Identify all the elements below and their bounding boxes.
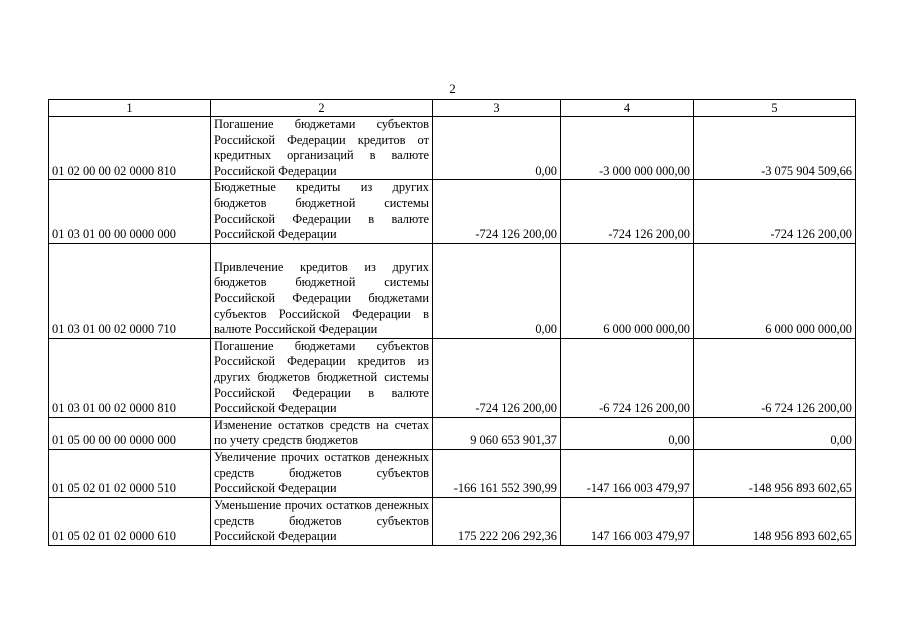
row-value-col4: -147 166 003 479,97 xyxy=(561,449,694,497)
row-value-col5: -148 956 893 602,65 xyxy=(694,449,856,497)
row-code: 01 05 02 01 02 0000 610 xyxy=(49,497,211,545)
column-header-2: 2 xyxy=(211,100,433,117)
row-value-col3: 9 060 653 901,37 xyxy=(433,417,561,449)
column-header-5: 5 xyxy=(694,100,856,117)
table-header-row xyxy=(49,100,856,117)
row-value-col4: 0,00 xyxy=(561,417,694,449)
table-row xyxy=(49,243,856,338)
row-code: 01 03 01 00 02 0000 810 xyxy=(49,338,211,417)
row-value-col3: -724 126 200,00 xyxy=(433,180,561,243)
row-name: Привлечение кредитов из других бюджетов бюджетной системы Российской Федерации бюджетами субъектов Российской Федерации в валюте Российской Федерации xyxy=(211,243,433,338)
column-header-1: 1 xyxy=(49,100,211,117)
row-value-col4: 147 166 003 479,97 xyxy=(561,497,694,545)
row-code: 01 03 01 00 00 0000 000 xyxy=(49,180,211,243)
row-name: Уменьшение прочих остатков денежных средств бюджетов субъектов Российской Федерации xyxy=(211,497,433,545)
row-name: Изменение остатков средств на счетах по учету средств бюджетов xyxy=(211,417,433,449)
row-name: Бюджетные кредиты из других бюджетов бюджетной системы Российской Федерации в валюте Российской Федерации xyxy=(211,180,433,243)
row-value-col3: 0,00 xyxy=(433,243,561,338)
row-value-col5: -6 724 126 200,00 xyxy=(694,338,856,417)
row-value-col3: -724 126 200,00 xyxy=(433,338,561,417)
row-name: Погашение бюджетами субъектов Российской Федерации кредитов из других бюджетов бюджетной системы Российской Федерации в валюте Российской Федерации xyxy=(211,338,433,417)
table-row xyxy=(49,449,856,497)
row-value-col4: 6 000 000 000,00 xyxy=(561,243,694,338)
row-name: Погашение бюджетами субъектов Российской Федерации кредитов от кредитных организаций в валюте Российской Федерации xyxy=(211,117,433,180)
row-value-col4: -6 724 126 200,00 xyxy=(561,338,694,417)
row-code: 01 05 02 01 02 0000 510 xyxy=(49,449,211,497)
column-header-3: 3 xyxy=(433,100,561,117)
row-value-col4: -724 126 200,00 xyxy=(561,180,694,243)
row-value-col3: 0,00 xyxy=(433,117,561,180)
table-row xyxy=(49,117,856,180)
row-value-col5: 6 000 000 000,00 xyxy=(694,243,856,338)
table-row xyxy=(49,497,856,545)
row-value-col4: -3 000 000 000,00 xyxy=(561,117,694,180)
row-code: 01 02 00 00 02 0000 810 xyxy=(49,117,211,180)
page-number: 2 xyxy=(449,81,456,96)
table-row xyxy=(49,338,856,417)
row-value-col3: -166 161 552 390,99 xyxy=(433,449,561,497)
row-value-col5: 0,00 xyxy=(694,417,856,449)
row-name: Увеличение прочих остатков денежных средств бюджетов субъектов Российской Федерации xyxy=(211,449,433,497)
budget-sources-table xyxy=(48,99,856,546)
row-code: 01 05 00 00 00 0000 000 xyxy=(49,417,211,449)
table-row xyxy=(49,180,856,243)
row-code: 01 03 01 00 02 0000 710 xyxy=(49,243,211,338)
table-row xyxy=(49,417,856,449)
row-value-col5: -3 075 904 509,66 xyxy=(694,117,856,180)
row-value-col5: 148 956 893 602,65 xyxy=(694,497,856,545)
row-value-col5: -724 126 200,00 xyxy=(694,180,856,243)
row-value-col3: 175 222 206 292,36 xyxy=(433,497,561,545)
column-header-4: 4 xyxy=(561,100,694,117)
